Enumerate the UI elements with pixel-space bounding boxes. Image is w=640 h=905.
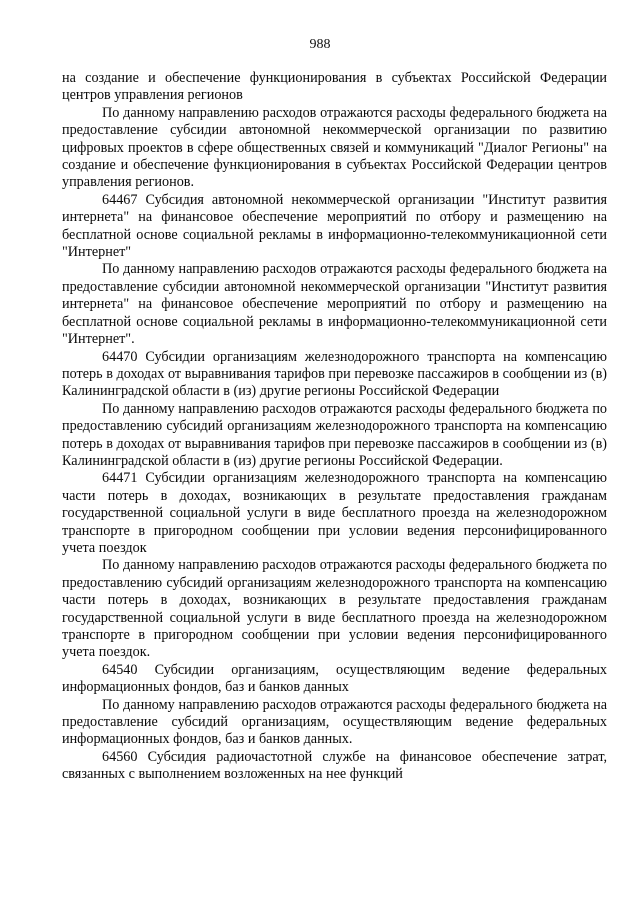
paragraph-code-64470: 64470 Субсидии организациям железнодорожного транспорта на компенсацию потерь в доходах от выравнивания тарифов при перевозке пассажиров в сообщении из (в) Калининградской области в (из) другие регионы Российской Федерации (62, 348, 607, 400)
page-number: 988 (309, 37, 331, 52)
paragraph-description: По данному направлению расходов отражаются расходы федерального бюджета на предоставление субсидии автономной некоммерческой организации по развитию цифровых проектов в сфере общественных связей и коммуникаций "Диалог Регионы" на создание и обеспечение функционирования в субъектах Российской Федерации центров управления регионов. (62, 104, 607, 191)
paragraph-code-64560: 64560 Субсидия радиочастотной службе на финансовое обеспечение затрат, связанных с выполнением возложенных на нее функций (62, 748, 607, 783)
paragraph-description: По данному направлению расходов отражаются расходы федерального бюджета на предоставление субсидий организациям, осуществляющим ведение федеральных информационных фондов, баз и банков данных. (62, 696, 607, 748)
paragraph-code-64467: 64467 Субсидия автономной некоммерческой организации "Институт развития интернета" на финансовое обеспечение мероприятий по отбору и размещению на бесплатной основе социальной рекламы в информационно-телекоммуникационной сети "Интернет" (62, 191, 607, 261)
paragraph-description: По данному направлению расходов отражаются расходы федерального бюджета на предоставление субсидии автономной некоммерческой организации "Институт развития интернета" на финансовое обеспечение мероприятий по отбору и размещению на бесплатной основе социальной рекламы в информационно-телекоммуникационной сети "Интернет". (62, 261, 607, 348)
paragraph-code-64540: 64540 Субсидии организациям, осуществляющим ведение федеральных информационных фондов, баз и банков данных (62, 661, 607, 696)
paragraph-description: По данному направлению расходов отражаются расходы федерального бюджета по предоставлению субсидий организациям железнодорожного транспорта на компенсацию части потерь в доходах, возникающих в результате предоставления гражданам государственной социальной услуги в виде бесплатного проезда на железнодорожном транспорте в пригородном сообщении при условии ведения персонифицированного учета поездок. (62, 557, 607, 661)
paragraph-code-64471: 64471 Субсидии организациям железнодорожного транспорта на компенсацию части потерь в доходах, возникающих в результате предоставления гражданам государственной социальной услуги в виде бесплатного проезда на железнодорожном транспорте в пригородном сообщении при условии ведения персонифицированного учета поездок (62, 470, 607, 556)
document-body (62, 70, 607, 784)
paragraph-continuation: на создание и обеспечение функционирования в субъектах Российской Федерации центров управления регионов (62, 70, 607, 104)
paragraph-description: По данному направлению расходов отражаются расходы федерального бюджета по предоставлению субсидий организациям железнодорожного транспорта на компенсацию потерь в доходах от выравнивания тарифов при перевозке пассажиров в сообщении из (в) Калининградской области в (из) другие регионы Российской Федерации. (62, 400, 607, 469)
